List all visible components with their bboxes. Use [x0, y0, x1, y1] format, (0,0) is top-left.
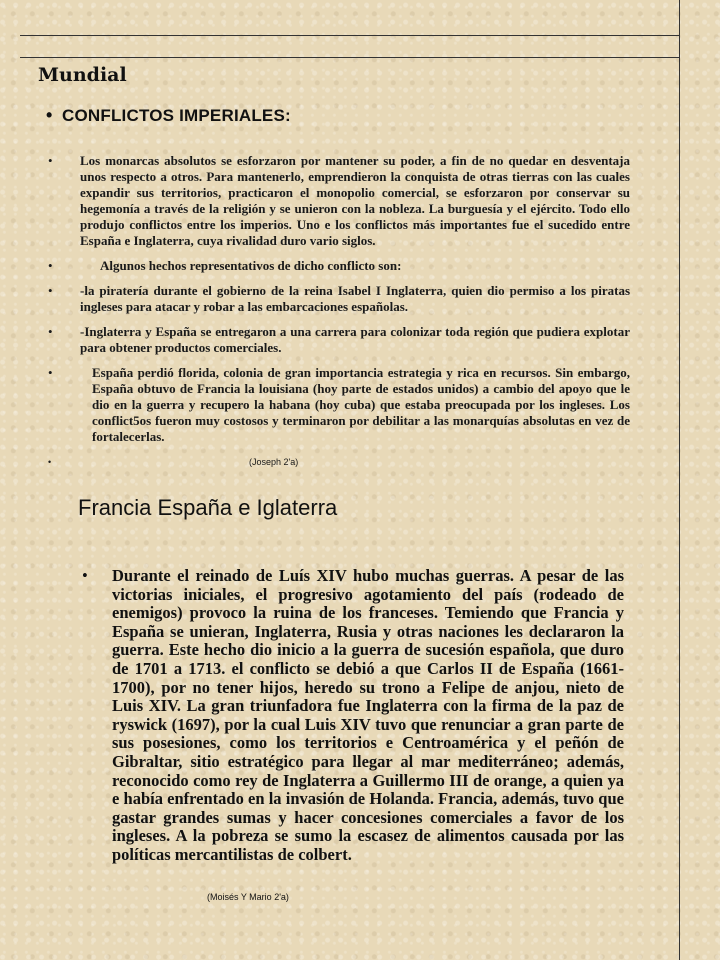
list-item — [48, 283, 630, 315]
citation: (Moisés Y Mario 2'a) — [207, 892, 289, 902]
paragraph-text: España perdió florida, colonia de gran importancia estrategia y rica en recursos. Sin embargo, España obtuvo de Francia la louisiana (hoy parte de estados unidos) a cambio del apoyo que le dio en la guerra y recupero la habana (hoy cuba) que estaba preocupada por los ingleses. Los conflict5os fueron muy costosos y terminaron por debilitar a las monarquías absolutas en vez de fortalecerlas. — [92, 365, 630, 444]
list-item — [48, 258, 630, 274]
subtitle: Francia España e Iglaterra — [78, 495, 338, 520]
right-margin-rule — [679, 0, 680, 960]
bullet-icon: • — [48, 365, 53, 380]
bullet-icon: • — [46, 105, 53, 125]
section-title — [46, 105, 291, 126]
paragraph-text: Algunos hechos representativos de dicho conflicto son: — [100, 258, 402, 273]
paragraph-text: Los monarcas absolutos se esforzaron por mantener su poder, a fin de no quedar en desventaja unos respecto a otros. Para mantenerlo, emprendieron la conquista de otras tierras con las cuales expandir sus territorios, practicaron el monopolio comercial, se esforzaron por conservar su hegemonía a través de la religión y se unieron con la nobleza. La burguesía y el ejército. Todo ello produjo conflictos entre los imperios. Uno e los conflictos más importantes fue el sucedido entre España e Inglaterra, cuya rivalidad duro vario siglos. — [80, 153, 630, 248]
second-rule — [20, 57, 680, 58]
top-rule — [20, 35, 680, 36]
list-item — [48, 324, 630, 356]
main-paragraph-text: Durante el reinado de Luís XIV hubo muchas guerras. A pesar de las victorias iniciales, el progresivo agotamiento del país (rodeado de enemigos) provoco la ruina de los franceses. Temiendo que Francia y España se unieran, Inglaterra, Rusia y otras naciones les declararon la guerra. Este hecho dio inicio a la guerra de sucesión española, que duro de 1701 a 1713. el conflicto se debió a que Carlos II de España (1661-1700), por no tener hijos, heredo su trono a Felipe de anjou, nieto de Luis XIV. La gran triunfadora fue Inglaterra con la firma de la paz de ryswick (1697), por la cual Luis XIV tuvo que renunciar a gran parte de sus posesiones, como los territorios e Centroamérica y el peñón de Gibraltar, sitio estratégico para llegar al mar mediterráneo; además, reconocido como rey de Inglaterra a Guillermo III de orange, a quien ya e había enfrentado en la invasión de Holanda. Francia, además, tuvo que gastar grandes sumas y hacer concesiones comerciales a favor de los ingleses. A la pobreza se sumo la escasez de alimentos causada por las políticas mercantilistas de colbert. — [112, 566, 624, 864]
paragraph-text: -Inglaterra y España se entregaron a una carrera para colonizar toda región que pudiera explotar para obtener productos comerciales. — [80, 324, 630, 355]
bullet-icon: • — [48, 457, 52, 467]
bullet-icon: • — [48, 283, 53, 298]
citation-text: (Joseph 2'a) — [249, 457, 299, 467]
section-title-text: CONFLICTOS IMPERIALES: — [62, 106, 291, 125]
bullet-icon: • — [48, 324, 53, 339]
list-item — [48, 153, 630, 249]
bullet-icon: • — [48, 153, 53, 168]
paragraph-text: -la piratería durante el gobierno de la reina Isabel I Inglaterra, quien dio permiso a los piratas ingleses para atacar y robar a las embarcaciones españolas. — [80, 283, 630, 314]
list-item — [48, 454, 630, 470]
list-item — [48, 365, 630, 445]
bullet-icon: • — [48, 258, 53, 273]
main-paragraph — [82, 567, 624, 865]
paragraph-list — [48, 153, 630, 479]
bullet-icon: • — [82, 566, 88, 585]
page-heading: Mundial — [38, 64, 127, 86]
